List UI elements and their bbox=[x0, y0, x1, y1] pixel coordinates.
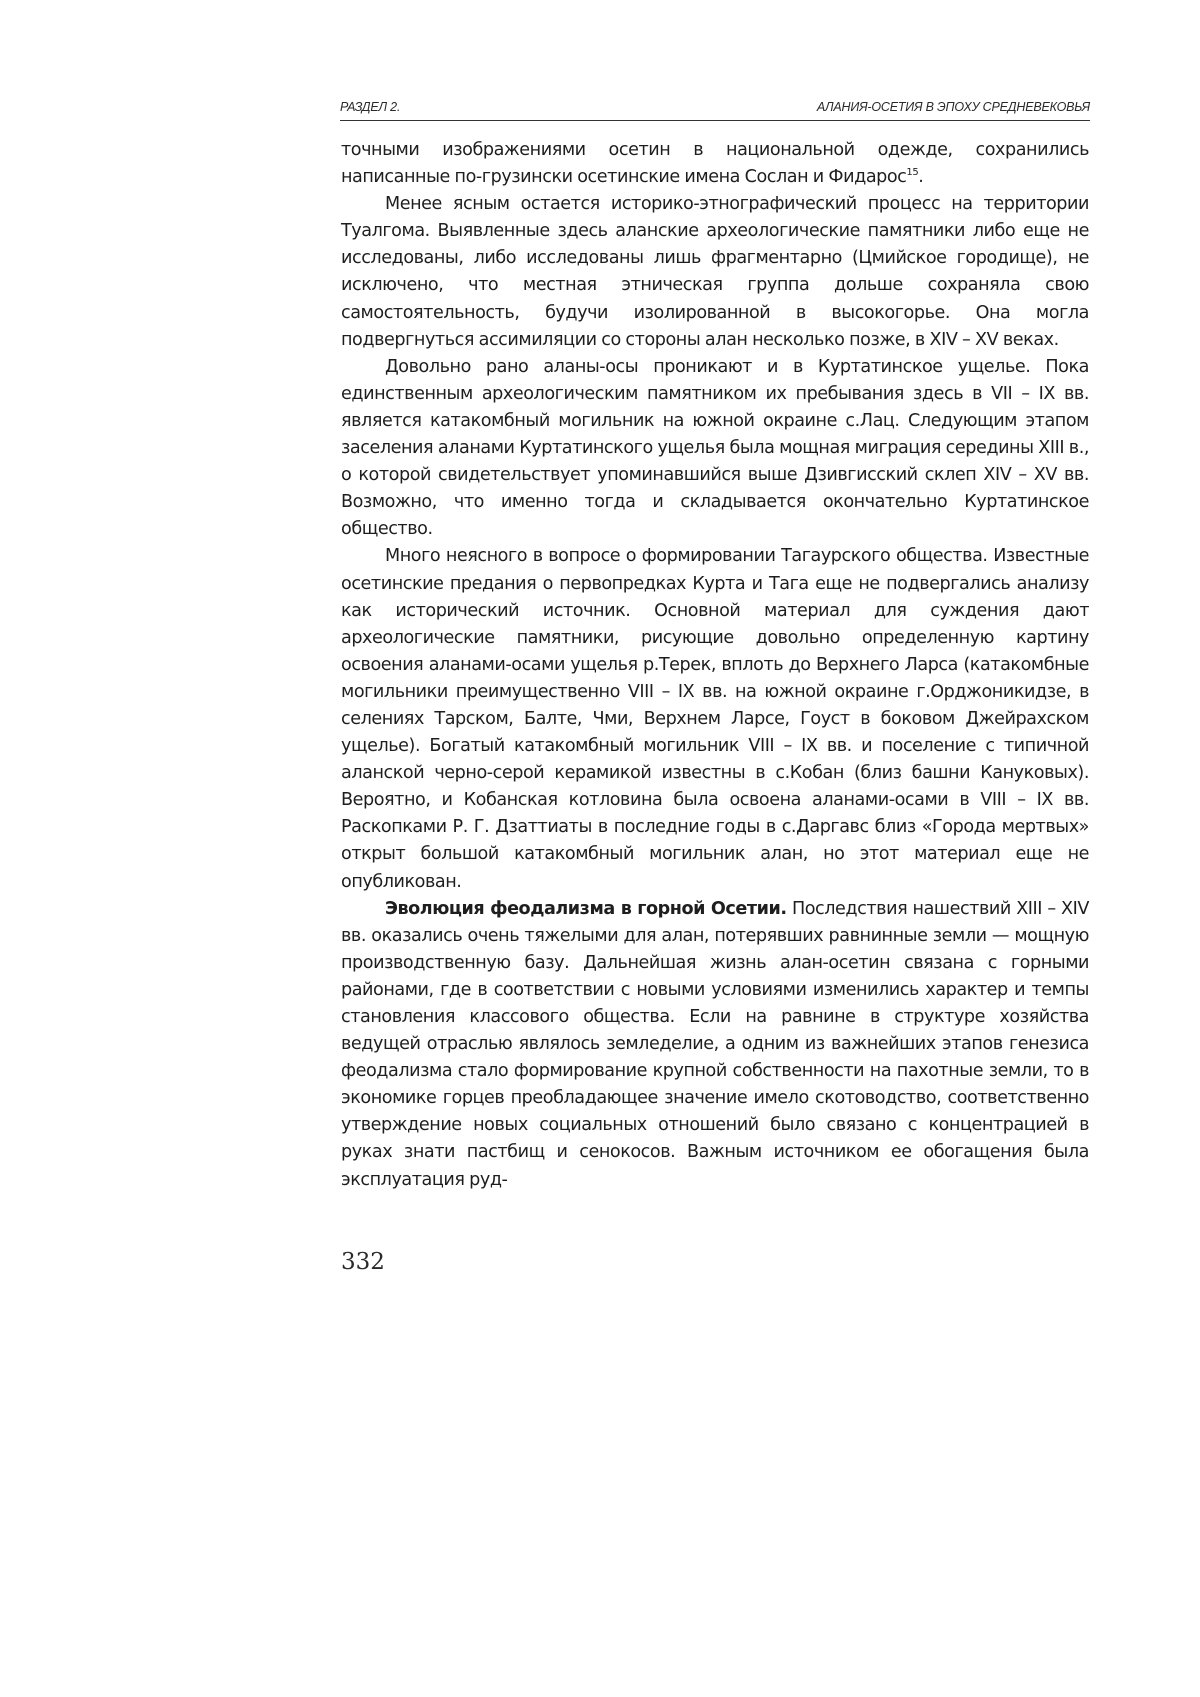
section-heading: Эволюция феодализма в горной Осетии. bbox=[385, 899, 787, 919]
paragraph-with-heading bbox=[341, 896, 1089, 1194]
paragraph-tail: . bbox=[918, 167, 923, 187]
paragraph-text: Менее ясным остается историко-этнографический процесс на территории Туалгома. Выявленные здесь аланские археологические памятники либо еще не исследованы, либо исследованы лишь фрагментарно (Цмийское городище), не исключено, что местная этническая группа дольше сохраняла свою самостоятельность, будучи изолированной в высокогорье. Она могла подвергнуться ассимиляции со стороны алан несколько позже, в XIV – XV веках. bbox=[341, 194, 1089, 349]
paragraph-text: точными изображениями осетин в национальной одежде, сохранились написанные по-грузински осетинские имена Сослан и Фидарос bbox=[341, 140, 1089, 187]
paragraph bbox=[341, 543, 1089, 895]
paragraph-text: Довольно рано аланы-осы проникают и в Куртатинское ущелье. Пока единственным археологическим памятником их пребывания здесь в VII – IX вв. является катакомбный могильник на южной окраине с.Лац. Следующим этапом заселения аланами Куртатинского ущелья была мощная миграция середины XIII в., о которой свидетельствует упоминавшийся выше Дзивгисский склеп XIV – XV вв. Возможно, что именно тогда и складывается окончательно Куртатинское общество. bbox=[341, 357, 1089, 540]
paragraph-continuation bbox=[341, 137, 1089, 191]
paragraph-text: Последствия нашествий XIII – XIV вв. оказались очень тяжелыми для алан, потерявших равнинные земли — мощную производственную базу. Дальнейшая жизнь алан-осетин связана с горными районами, где в соответствии с новыми условиями изменились характер и темпы становления классового общества. Если на равнине в структуре хозяйства ведущей отраслью являлось земледелие, а одним из важнейших этапов генезиса феодализма стало формирование крупной собственности на пахотные земли, то в экономике горцев преобладающее значение имело скотоводство, соответственно утверждение новых социальных отношений было связано с концентрацией в руках знати пастбищ и сенокосов. Важным источником ее обогащения была эксплуатация руд- bbox=[341, 899, 1089, 1190]
header-section-label: РАЗДЕЛ 2. bbox=[340, 100, 400, 114]
page-number: 332 bbox=[341, 1249, 385, 1275]
paragraph bbox=[341, 191, 1089, 354]
footnote-reference: 15 bbox=[906, 167, 918, 178]
main-text bbox=[341, 137, 1089, 1194]
running-header bbox=[340, 98, 1090, 121]
paragraph bbox=[341, 354, 1089, 544]
paragraph-text: Много неясного в вопросе о формировании Тагаурского общества. Известные осетинские предания о первопредках Курта и Тага еще не подвергались анализу как исторический источник. Основной материал для суждения дают археологические памятники, рисующие довольно определенную картину освоения аланами-осами ущелья р.Терек, вплоть до Верхнего Ларса (катакомбные могильники преимущественно VIII – IX вв. на южной окраине г.Орджоникидзе, в селениях Тарском, Балте, Чми, Верхнем Ларсе, Гоуст в боковом Джейрахском ущелье). Богатый катакомбный могильник VIII – IX вв. и поселение с типичной аланской черно-серой керамикой известны в с.Кобан (близ башни Кануковых). Вероятно, и Кобанская котловина была освоена аланами-осами в VIII – IX вв. Раскопками Р. Г. Дзаттиаты в последние годы в с.Даргавс близ «Города мертвых» открыт большой катакомбный могильник алан, но этот материал еще не опубликован. bbox=[341, 546, 1089, 891]
header-chapter-title: АЛАНИЯ-ОСЕТИЯ В ЭПОХУ СРЕДНЕВЕКОВЬЯ bbox=[817, 100, 1090, 114]
